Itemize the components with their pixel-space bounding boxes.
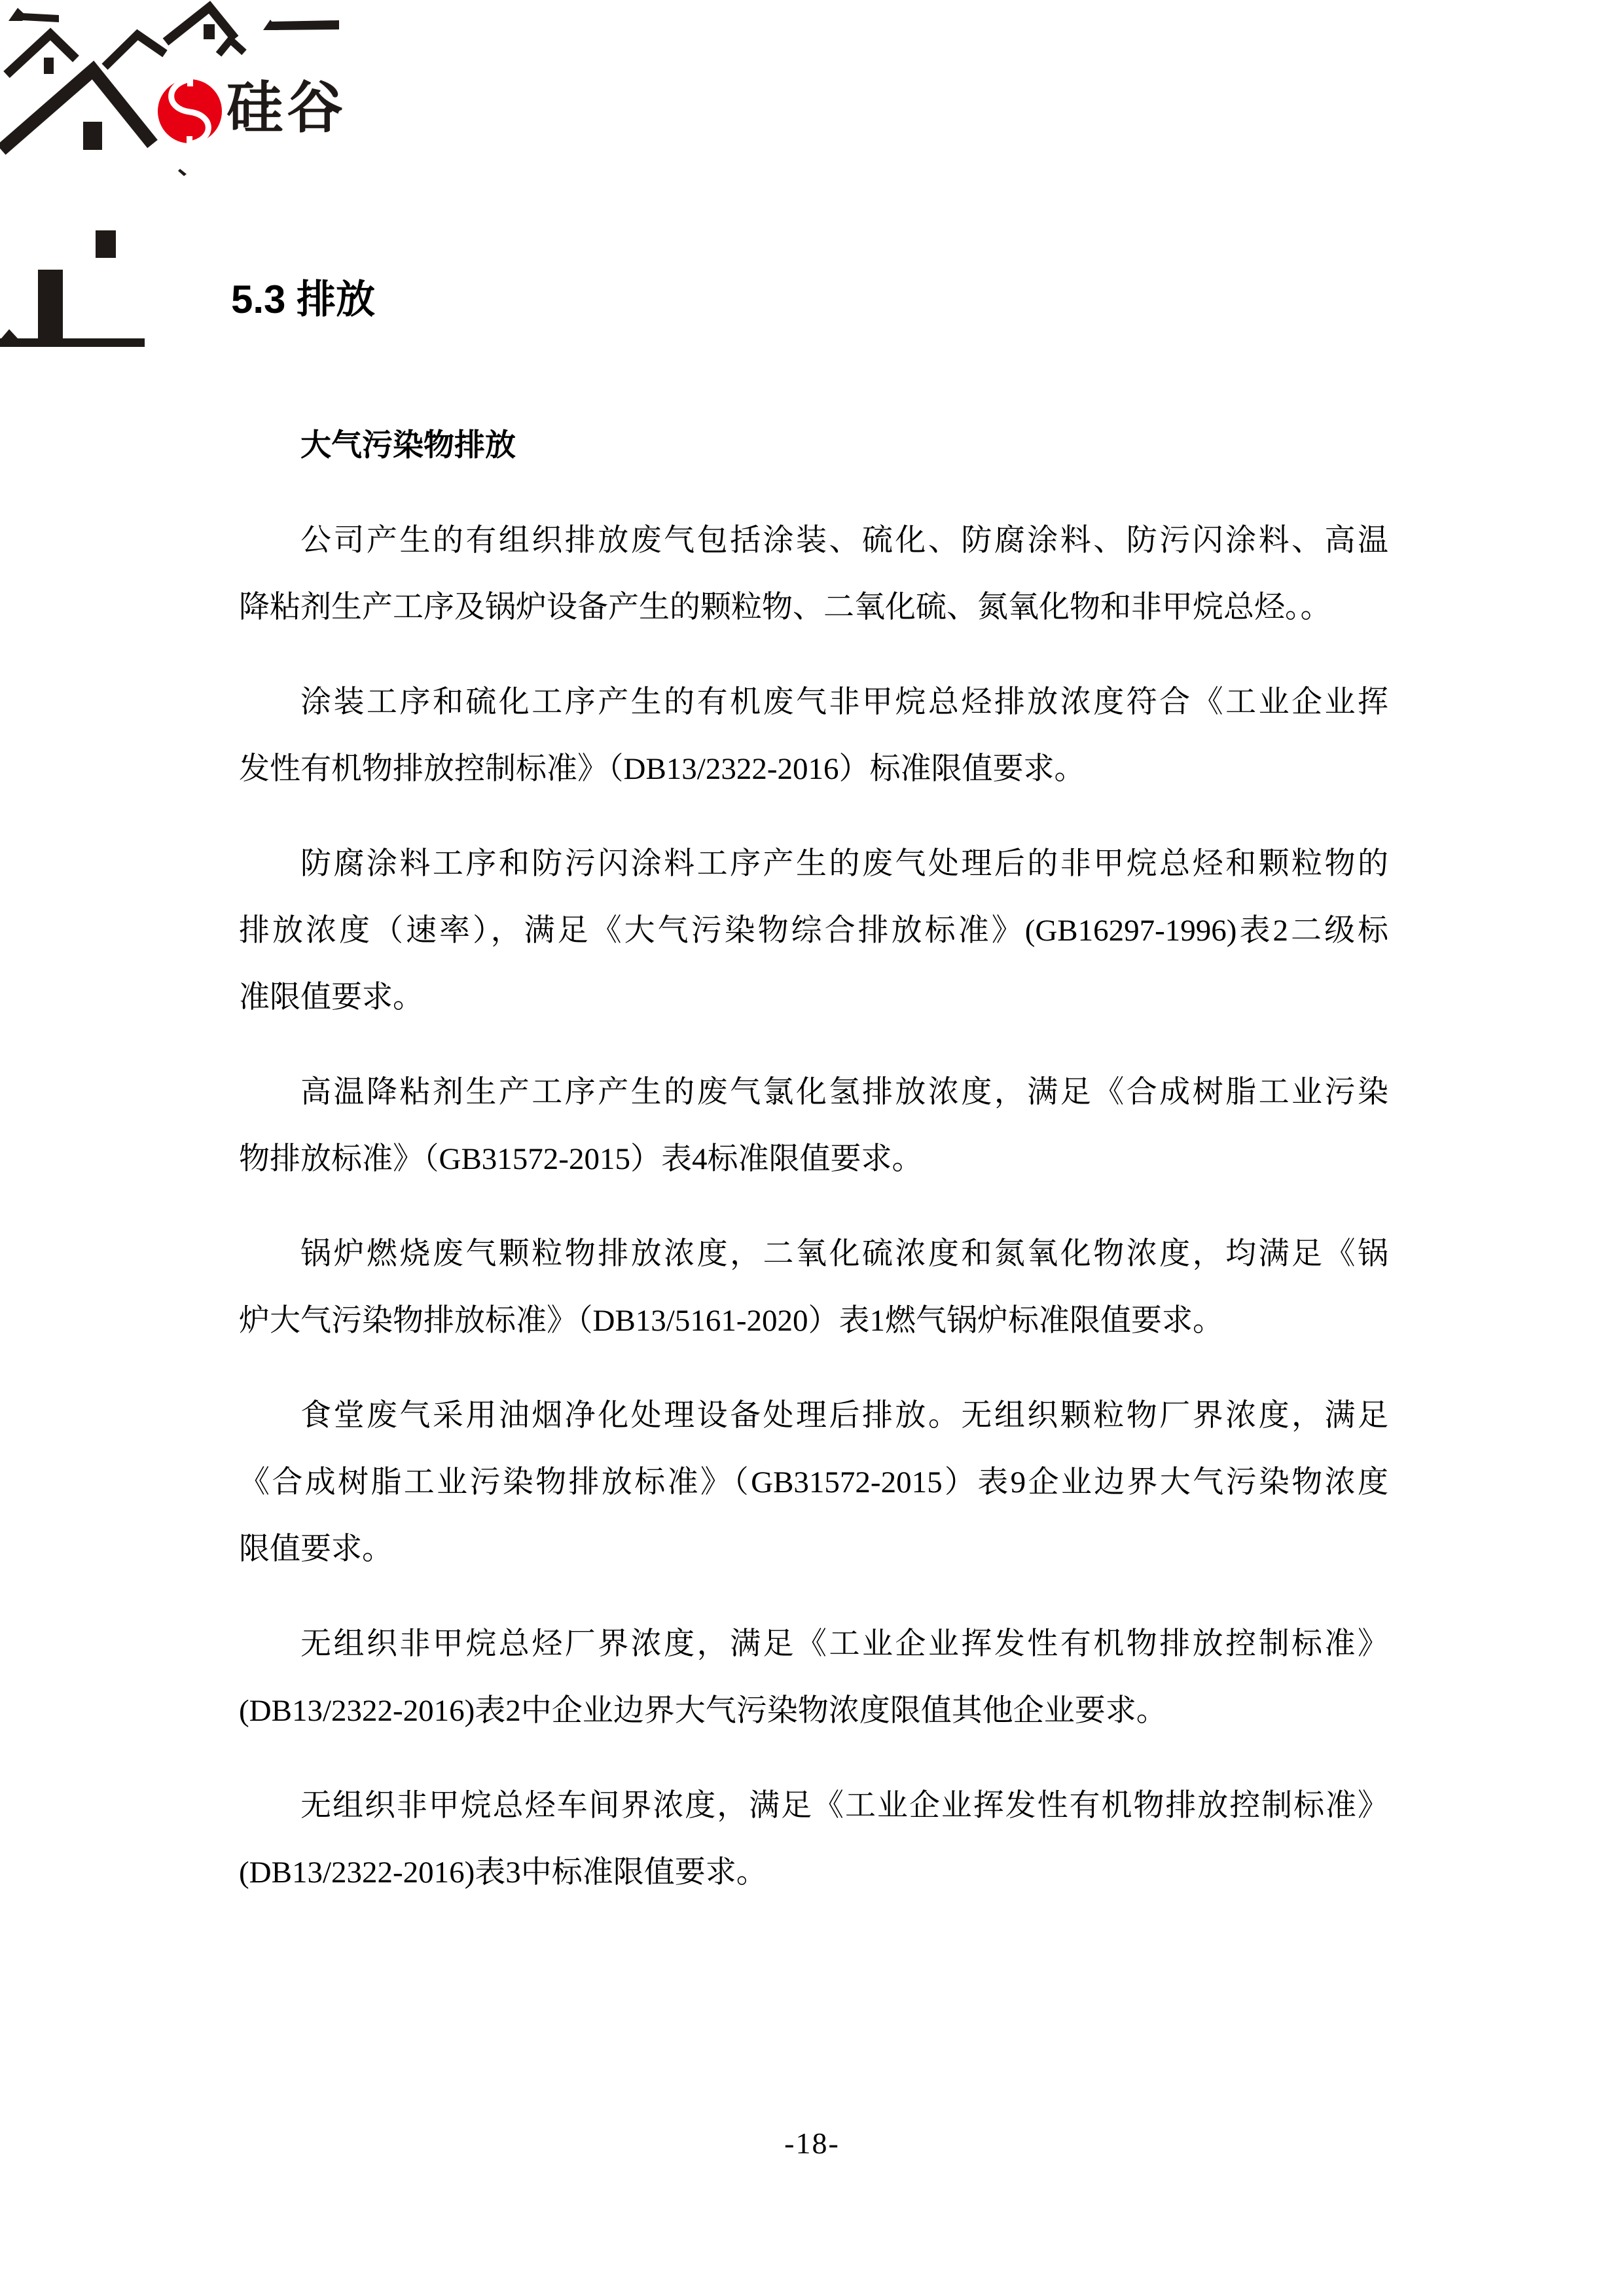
text-line: 防腐涂料工序和防污闪涂料工序产生的废气处理后的非甲烷总烃和颗粒物的 (300, 847, 1388, 881)
s-emblem-icon (158, 75, 222, 147)
paragraph (239, 507, 1388, 641)
text-line: 高温降粘剂生产工序产生的废气氯化氢排放浓度，满足《合成树脂工业污染 (300, 1075, 1388, 1109)
paragraph (239, 1059, 1388, 1193)
paragraph (239, 1611, 1388, 1744)
text-line: 公司产生的有组织排放废气包括涂装、硫化、防腐涂料、防污闪涂料、高温 (300, 524, 1388, 558)
emblem-top-slit (187, 75, 193, 86)
paragraph (239, 1221, 1388, 1354)
section-heading: 5.3 排放 (231, 278, 376, 321)
text-line: 锅炉燃烧废气颗粒物排放浓度，二氧化硫浓度和氮氧化物浓度，均满足《锅 (300, 1237, 1388, 1271)
text-line: 限值要求。 (239, 1532, 393, 1566)
emblem-bottom-slit (187, 136, 192, 147)
subheading: 大气污染物排放 (300, 429, 516, 463)
brand-text: 硅谷 (226, 77, 347, 139)
paragraph (239, 669, 1388, 802)
document-body (239, 412, 1388, 1906)
text-line: 涂装工序和硫化工序产生的有机废气非甲烷总烃排放浓度符合《工业企业挥 (300, 685, 1388, 719)
text-line: 降粘剂生产工序及锅炉设备产生的颗粒物、二氧化硫、氮氧化物和非甲烷总烃。。 (239, 590, 1331, 624)
text-line: 发性有机物排放控制标准》（DB13/2322-2016）标准限值要求。 (239, 752, 1085, 786)
paragraph (239, 1382, 1388, 1583)
text-line: 物排放标准》（GB31572-2015）表4标准限值要求。 (239, 1142, 923, 1176)
text-line: 炉大气污染物排放标准》（DB13/5161-2020）表1燃气锅炉标准限值要求。 (239, 1304, 1223, 1338)
text-line: (DB13/2322-2016)表2中企业边界大气污染物浓度限值其他企业要求。 (239, 1694, 1167, 1728)
page-number: -18- (784, 2126, 840, 2160)
paragraph (239, 1772, 1388, 1906)
text-line: (DB13/2322-2016)表3中标准限值要求。 (239, 1856, 767, 1890)
text-line: 无组织非甲烷总烃厂界浓度，满足《工业企业挥发性有机物排放控制标准》 (300, 1627, 1388, 1661)
text-line: 准限值要求。 (239, 980, 424, 1014)
text-line: 《合成树脂工业污染物排放标准》（GB31572-2015）表9企业边界大气污染物浓度 (239, 1465, 1388, 1499)
text-line: 无组织非甲烷总烃车间界浓度，满足《工业企业挥发性有机物排放控制标准》 (300, 1789, 1388, 1823)
text-line: 食堂废气采用油烟净化处理设备处理后排放。无组织颗粒物厂界浓度，满足 (300, 1399, 1388, 1433)
paragraph (239, 831, 1388, 1031)
text-line: 排放浓度（速率），满足《大气污染物综合排放标准》(GB16297-1996)表2二级标 (239, 914, 1388, 948)
